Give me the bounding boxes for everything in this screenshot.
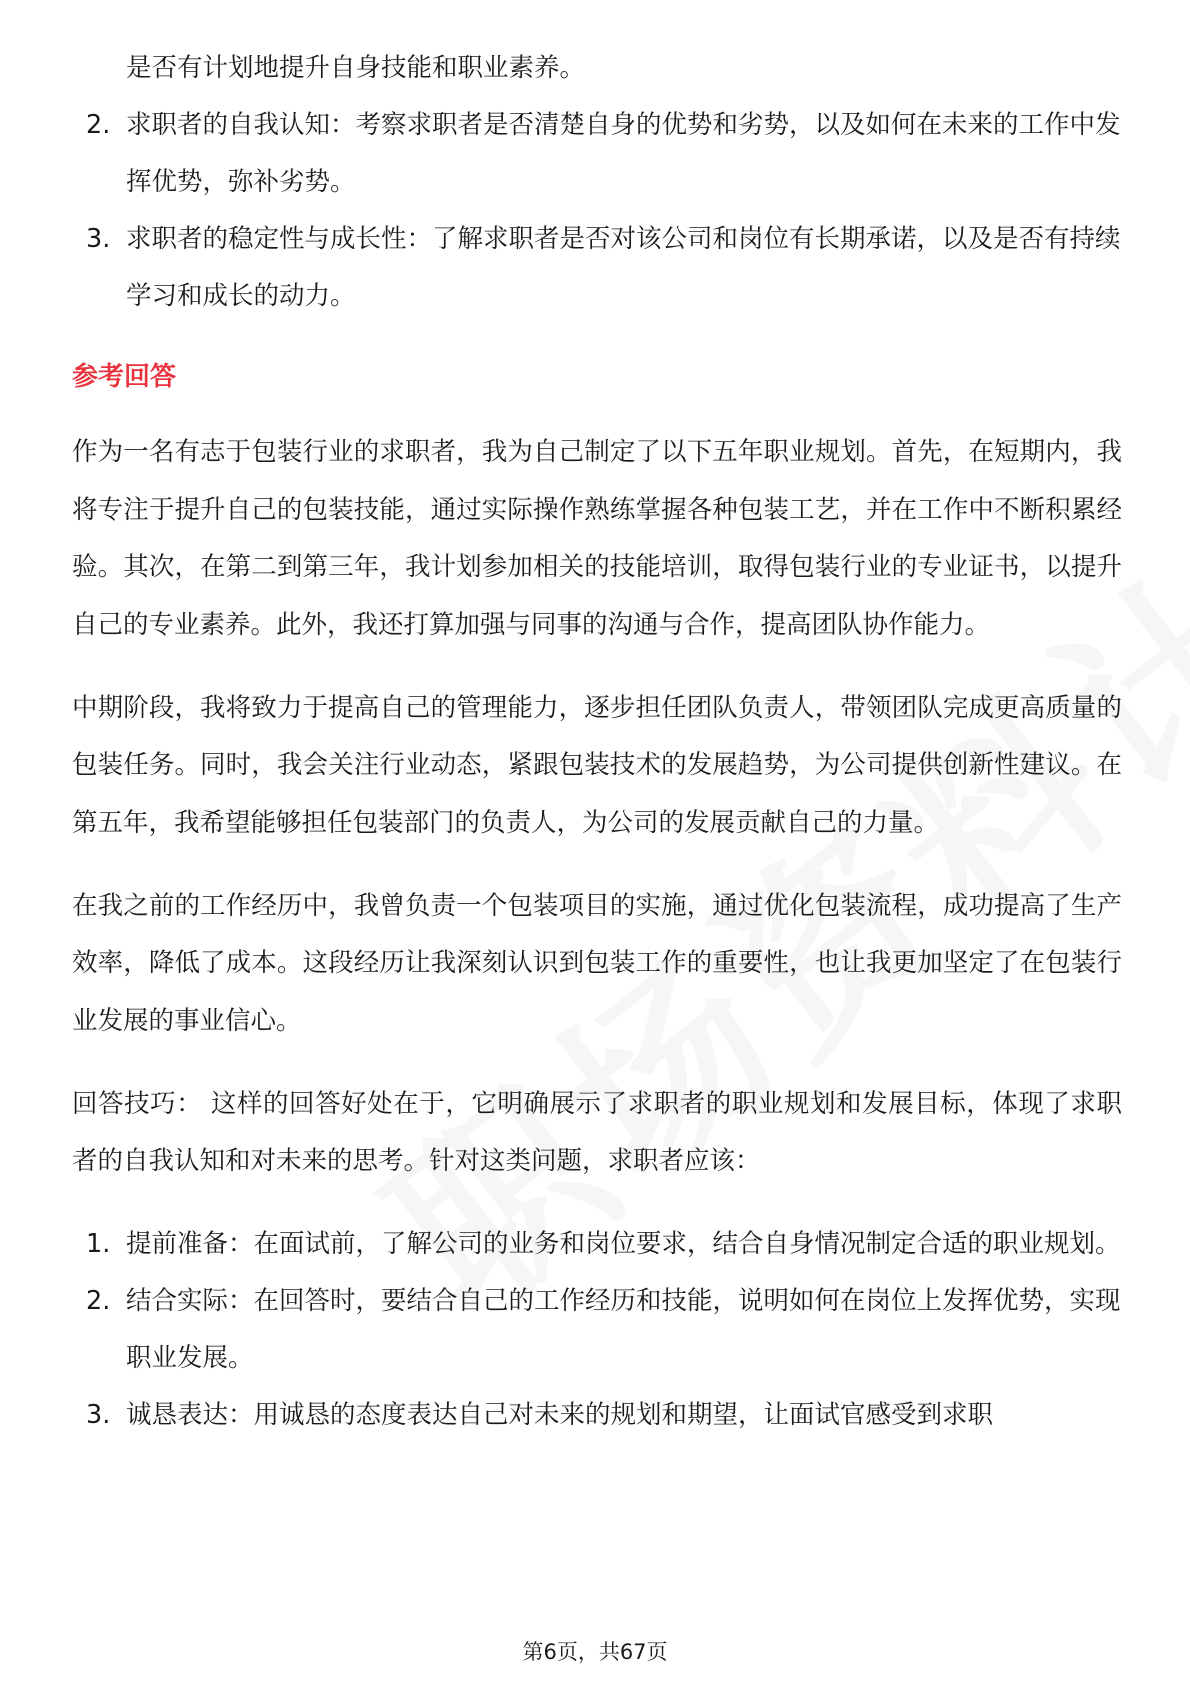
list-number: 3. [86, 224, 111, 254]
list-text: 结合实际：在回答时，要结合自己的工作经历和技能，说明如何在岗位上发挥优势，实现职业发展。 [126, 1286, 1121, 1373]
paragraph: 作为一名有志于包装行业的求职者，我为自己制定了以下五年职业规划。首先，在短期内，我将专注于提升自己的包装技能，通过实际操作熟练掌握各种包装工艺，并在工作中不断积累经验。其次，在第二到第三年，我计划参加相关的技能培训，取得包装行业的专业证书，以提升自己的专业素养。此外，我还打算加强与同事的沟通与合作，提高团队协作能力。 [72, 437, 1122, 640]
list-text: 诚恳表达：用诚恳的态度表达自己对未来的规划和期望，让面试官感受到求职 [126, 1400, 994, 1430]
list-number: 2. [86, 1286, 111, 1316]
list-item [72, 1387, 1122, 1444]
list-item-continuation: 是否有计划地提升自身技能和职业素养。 [126, 53, 586, 83]
section-heading: 参考回答 [72, 362, 177, 392]
tips-list [72, 1216, 1122, 1444]
list-text: 求职者的稳定性与成长性：了解求职者是否对该公司和岗位有长期承诺，以及是否有持续学习和成长的动力。 [126, 224, 1121, 311]
list-item [72, 97, 1122, 211]
paragraph: 回答技巧： 这样的回答好处在于，它明确展示了求职者的职业规划和发展目标，体现了求职者的自我认知和对未来的思考。针对这类问题，求职者应该： [72, 1088, 1122, 1176]
page-content [72, 40, 1122, 1444]
criteria-list [72, 97, 1122, 325]
list-number: 1. [86, 1229, 111, 1259]
paragraph: 在我之前的工作经历中，我曾负责一个包装项目的实施，通过优化包装流程，成功提高了生产效率，降低了成本。这段经历让我深刻认识到包装工作的重要性，也让我更加坚定了在包装行业发展的事业信心。 [72, 890, 1122, 1036]
list-number: 2. [86, 110, 111, 140]
paragraph: 中期阶段，我将致力于提高自己的管理能力，逐步担任团队负责人，带领团队完成更高质量的包装任务。同时，我会关注行业动态，紧跟包装技术的发展趋势，为公司提供创新性建议。在第五年，我希望能够担任包装部门的负责人，为公司的发展贡献自己的力量。 [72, 692, 1122, 838]
list-item [72, 211, 1122, 325]
page-number-footer: 第6页，共67页 [522, 1640, 668, 1664]
list-text: 提前准备：在面试前，了解公司的业务和岗位要求，结合自身情况制定合适的职业规划。 [126, 1229, 1121, 1259]
list-item [72, 1273, 1122, 1387]
list-item [72, 1216, 1122, 1273]
list-number: 3. [86, 1400, 111, 1430]
list-text: 求职者的自我认知：考察求职者是否清楚自身的优势和劣势，以及如何在未来的工作中发挥优势，弥补劣势。 [126, 110, 1121, 197]
